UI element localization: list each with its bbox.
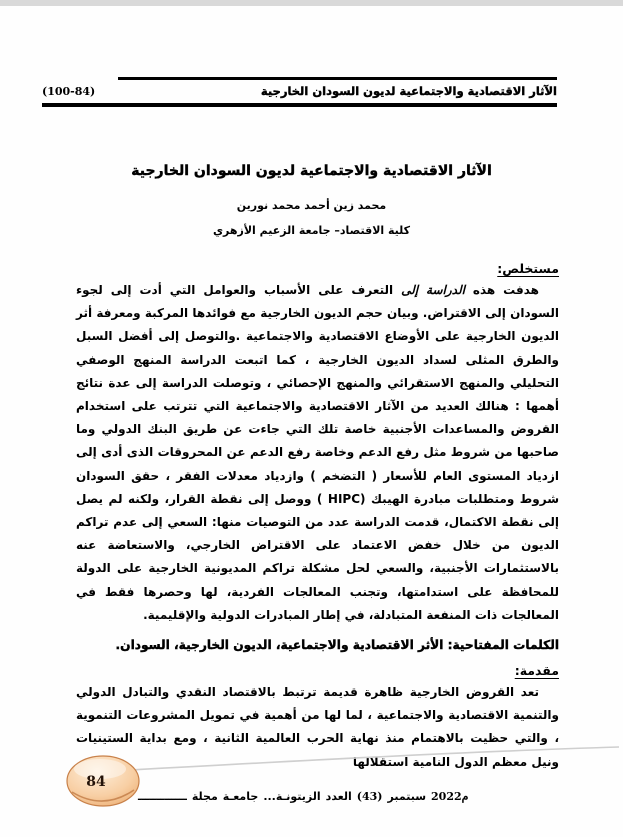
footer-word-issue: العدد	[325, 790, 352, 803]
abstract-heading: مستخلص:	[497, 261, 559, 276]
footer-word-zaytouna: الزيتونـة...	[263, 790, 321, 803]
abstract-paragraph	[76, 279, 559, 627]
author-name: محمد زين أحمد محمد نورين	[236, 199, 387, 212]
footer-year: 2022م	[431, 790, 469, 803]
abstract-italic-phrase: الدراسة إلى	[401, 283, 465, 297]
keywords-line: الكلمات المفتاحية: الأثر الاقتصادية والاجتماعية، الديون الخارجية، السودان.	[115, 638, 559, 653]
header-running-title: الآثار الاقتصادية والاجتماعية لديون السودان الخارجية	[260, 84, 557, 98]
intro-paragraph: تعد القروض الخارجية ظاهرة قديمة ترتبط بالاقتصاد النقدي والتبادل الدولي والتنمية الاقتصادية والاجتماعية ، لما لها من أهمية في تمويل المشروعات التنموية ، والتي حظيت بالاهتمام منذ نهاية الحرب العالمية الثانية ، ومع بداية الستينيات ونيل معظم الدول النامية استقلالها	[76, 685, 559, 769]
footer-word-september: سبتمبر	[387, 790, 427, 803]
abstract-lead: هدفت هذه	[464, 283, 539, 297]
header-page-range: (100-84)	[42, 84, 96, 98]
abstract-text: التعرف على الأسباب والعوامل التي أدت إلى لجوء السودان إلى الاقتراض. وبيان حجم الديون الخارجية مع فوائدها المركبة ومعرفة أثر الديون الخارجية على الأوضاع الاقتصادية والاجتماعية .والتوصل إلى أفضل السبل والطرق المثلى لسداد الديون الخارجية ، كما اتبعت الدراسة المنهج الوصفي التحليلي والمنهج الاستقرائي والمنهج الإحصائي ، وتوصلت الدراسة إلى عدة نتائج أهمها : هنالك العديد من الآثار الاقتصادية والاجتماعية التي تترتب على استخدام القروض والمساعدات الأجنبية خاصة تلك التي جاءت عن طريق البنك الدولي وما صاحبها من شروط مثل رفع الدعم وخاصة رفع الدعم عن المحروقات الذى أدى إلى ازدياد المستوى العام للأسعار ( التضخم ) وازدياد معدلات الفقر ، حقق السودان شروط ومتطلبات مبادرة الهيبك (HIPC ) ووصل إلى نقطة القرار، ولكنه لم يصل إلى نقطة الاكتمال، قدمت الدراسة عدد من التوصيات منها: السعي إلى عدم تراكم الديون من خلال خفض الاعتماد على الاقتراض الخارجي، والاستعاضة عنه بالاستثمارات الأجنبية، والسعي لحل مشكلة تراكم المديونية الخارجية على الدولة للمحافظة على استدامتها، وتجنب المعالجات الفردية، لها وحصرها فقط في المعالجات ذات المنفعة المتبادلة، في إطار المبادرات الدولية والإقليمية.	[76, 283, 559, 622]
journal-footer	[138, 790, 498, 803]
author-affiliation: كلية الاقتصاد– جامعة الزعيم الأزهري	[212, 224, 411, 237]
footer-word-journal: مجلة	[191, 790, 218, 803]
article-title: الآثار الاقتصادية والاجتماعية لديون السودان الخارجية	[131, 163, 492, 179]
header-rule-top	[118, 77, 557, 80]
body-column	[76, 261, 559, 781]
page-header	[42, 81, 557, 101]
header-rule-bottom	[42, 103, 557, 107]
top-gray-strip	[0, 0, 623, 6]
intro-heading: مقدمة:	[514, 663, 559, 679]
footer-rule-dash: ـــــــــــــ	[138, 790, 187, 803]
page-number-badge	[63, 753, 143, 809]
page-number: 84	[86, 774, 106, 790]
footer-word-university: جامعـة	[222, 790, 259, 803]
footer-issue-number: (43)	[356, 790, 383, 803]
